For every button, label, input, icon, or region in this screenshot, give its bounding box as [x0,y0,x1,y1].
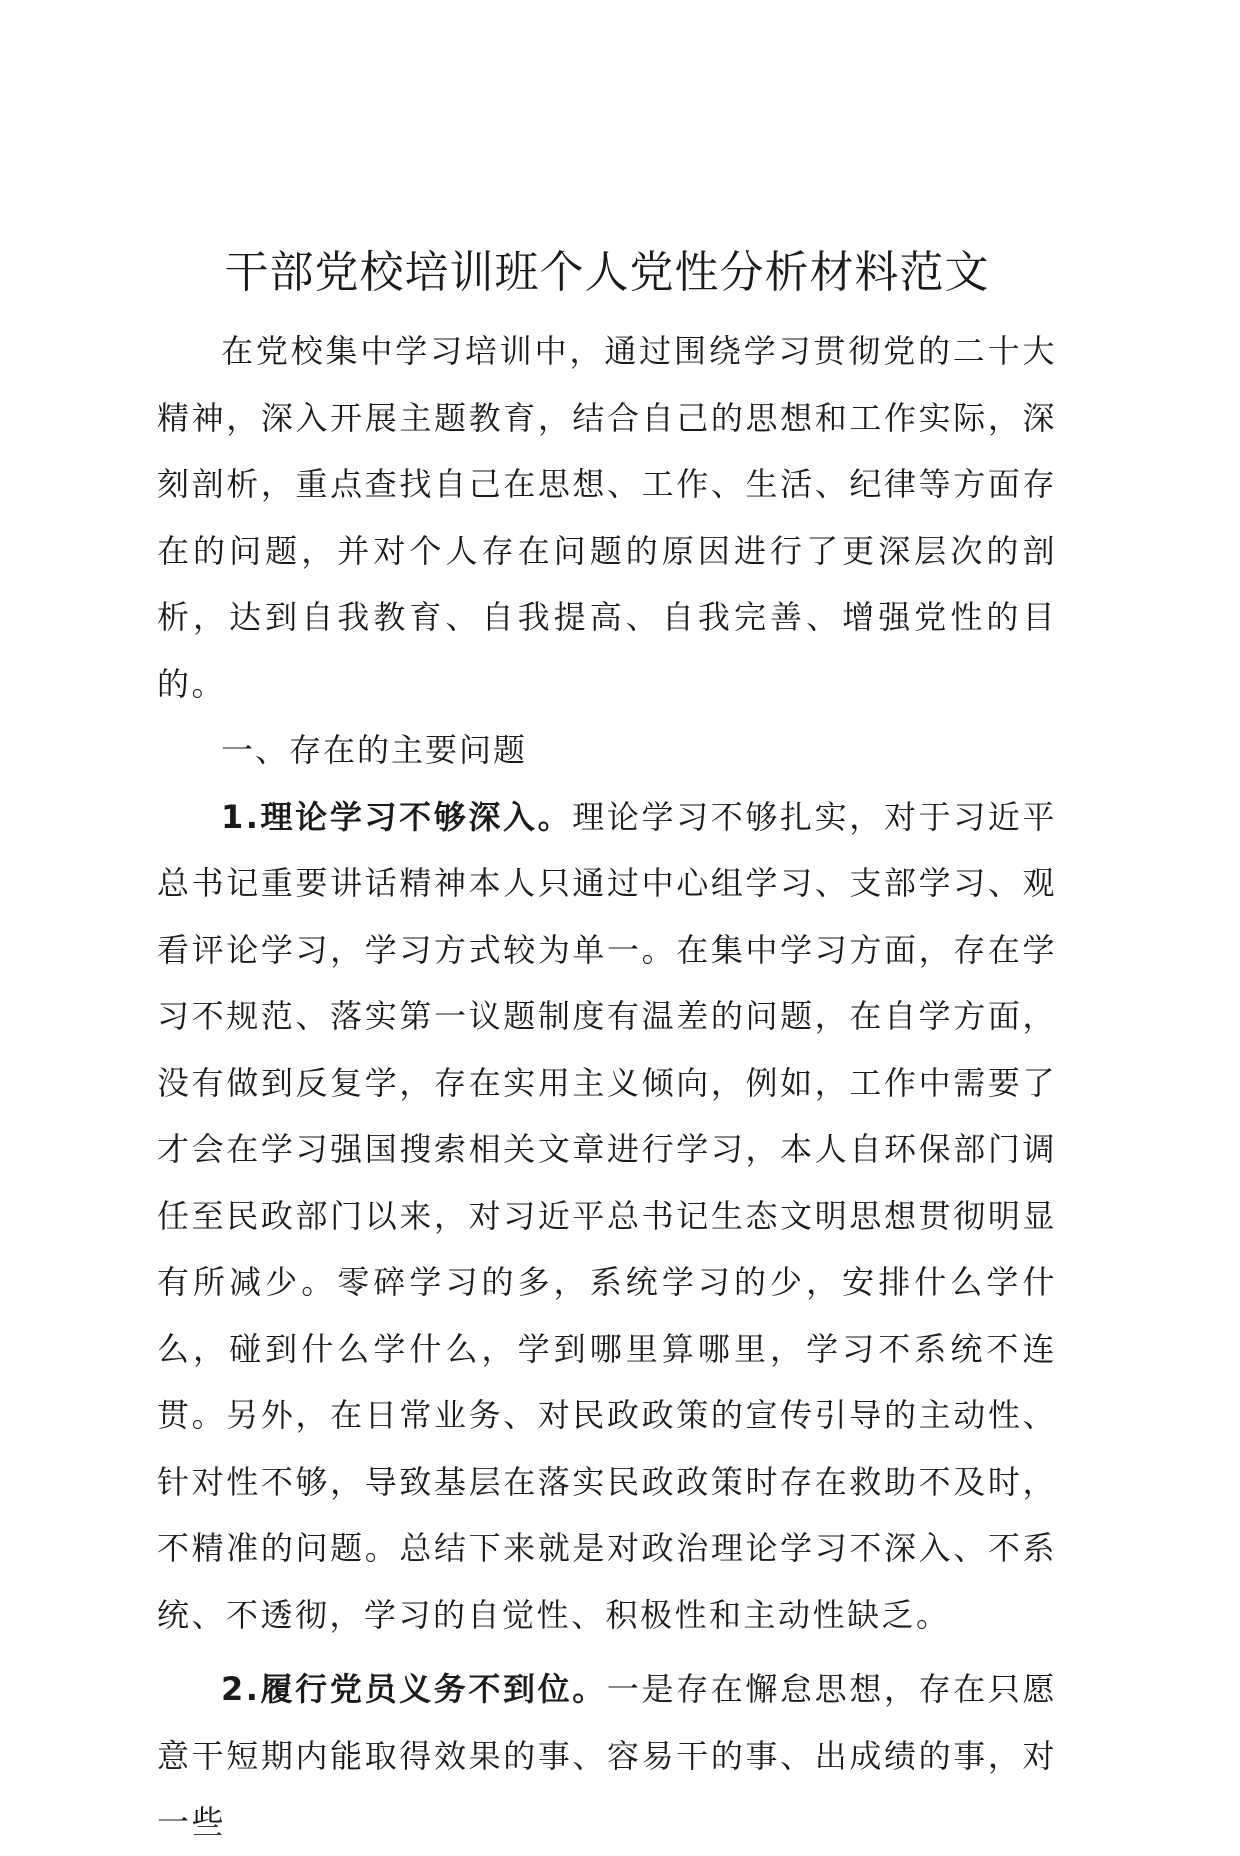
intro-paragraph: 在党校集中学习培训中，通过围绕学习贯彻党的二十大精神，深入开展主题教育，结合自己的思想和工作实际，深刻剖析，重点查找自己在思想、工作、生活、纪律等方面存在的问题，并对个人存在问题的原因进行了更深层次的剖析，达到自我教育、自我提高、自我完善、增强党性的目的。 [157,332,1057,703]
item-1-lead: 1.理论学习不够深入。 [221,797,573,836]
document-page [157,228,1057,1856]
document-title: 干部党校培训班个人党性分析材料范文 [224,247,990,298]
item-1-body: 理论学习不够扎实，对于习近平总书记重要讲话精神本人只通过中心组学习、支部学习、观看评论学习，学习方式较为单一。在集中学习方面，存在学习不规范、落实第一议题制度有温差的问题，在自学方面，没有做到反复学，存在实用主义倾向，例如，工作中需要了才会在学习强国搜索相关文章进行学习，本人自环保部门调任至民政部门以来，对习近平总书记生态文明思想贯彻明显有所减少。零碎学习的多，系统学习的少，安排什么学什么，碰到什么学什么，学到哪里算哪里，学习不系统不连贯。另外，在日常业务、对民政政策的宣传引导的主动性、针对性不够，导致基层在落实民政政策时存在救助不及时，不精准的问题。总结下来就是对政治理论学习不深入、不系统、不透彻，学习的自觉性、积极性和主动性缺乏。 [157,797,1057,1634]
item-2-lead: 2.履行党员义务不到位。 [221,1670,607,1708]
paragraph-gap [157,1648,1057,1656]
item-1-paragraph [157,784,1057,1649]
item-2-paragraph [157,1656,1057,1856]
item-2-body: 一是存在懈怠思想，存在只愿意干短期内能取得效果的事、容易干的事、出成绩的事，对一些 [157,1670,1057,1841]
section-heading-problems: 一、存在的主要问题 [221,731,528,769]
